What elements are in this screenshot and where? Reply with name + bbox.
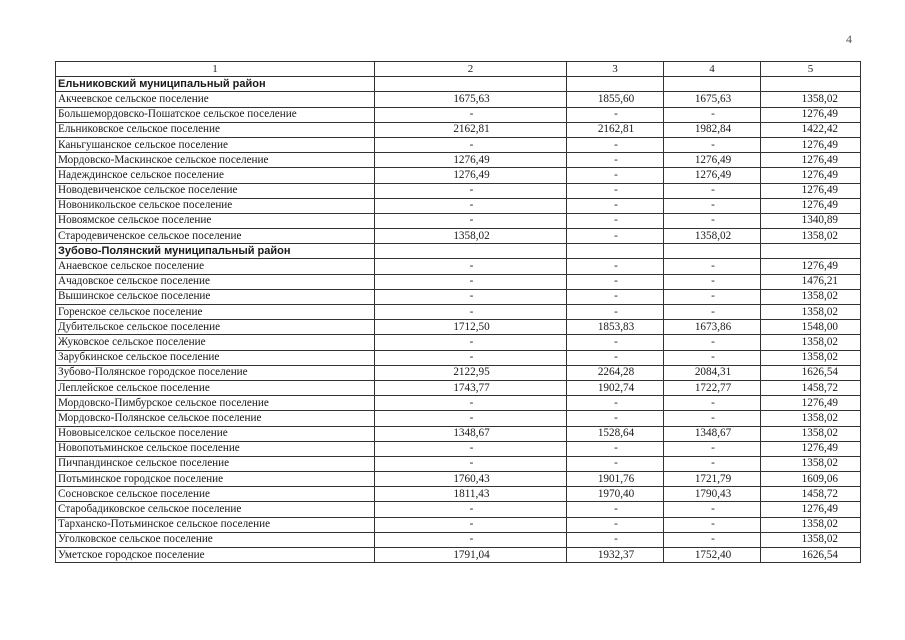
- value-cell-col4: -: [664, 441, 761, 456]
- value-cell-col3: -: [567, 137, 664, 152]
- table-row: [56, 350, 861, 365]
- settlement-name-cell: Надеждинское сельское поселение: [56, 168, 375, 183]
- settlement-name-cell: Сосновское сельское поселение: [56, 487, 375, 502]
- table-row: [56, 335, 861, 350]
- value-cell-col4: -: [664, 411, 761, 426]
- settlement-name-cell: Каньгушанское сельское поселение: [56, 137, 375, 152]
- value-cell-col5: 1358,02: [761, 305, 861, 320]
- value-cell-col5: 1276,49: [761, 183, 861, 198]
- value-cell-col2: 1811,43: [375, 487, 567, 502]
- column-header: 2: [375, 62, 567, 77]
- value-cell-col5: 1626,54: [761, 365, 861, 380]
- value-cell-col3: -: [567, 335, 664, 350]
- value-cell-col4: 1276,49: [664, 168, 761, 183]
- value-cell-col3: -: [567, 441, 664, 456]
- value-cell-col3: [567, 244, 664, 259]
- value-cell-col2: -: [375, 137, 567, 152]
- value-cell-col4: -: [664, 350, 761, 365]
- value-cell-col3: -: [567, 502, 664, 517]
- value-cell-col3: 2264,28: [567, 365, 664, 380]
- value-cell-col5: 1422,42: [761, 122, 861, 137]
- value-cell-col3: -: [567, 517, 664, 532]
- table-row: [56, 92, 861, 107]
- table-row: [56, 168, 861, 183]
- value-cell-col5: 1358,02: [761, 411, 861, 426]
- settlement-name-cell: Акчеевское сельское поселение: [56, 92, 375, 107]
- value-cell-col2: -: [375, 456, 567, 471]
- table-row: [56, 426, 861, 441]
- value-cell-col3: -: [567, 456, 664, 471]
- value-cell-col3: -: [567, 168, 664, 183]
- value-cell-col3: 2162,81: [567, 122, 664, 137]
- value-cell-col4: 2084,31: [664, 365, 761, 380]
- value-cell-col3: 1853,83: [567, 320, 664, 335]
- value-cell-col4: 1348,67: [664, 426, 761, 441]
- value-cell-col2: -: [375, 259, 567, 274]
- settlement-name-cell: Старобадиковское сельское поселение: [56, 502, 375, 517]
- settlement-name-cell: Горенское сельское поселение: [56, 305, 375, 320]
- value-cell-col4: 1752,40: [664, 548, 761, 563]
- value-cell-col2: 1712,50: [375, 320, 567, 335]
- table-row: [56, 365, 861, 380]
- value-cell-col2: -: [375, 396, 567, 411]
- value-cell-col2: [375, 244, 567, 259]
- value-cell-col3: -: [567, 305, 664, 320]
- value-cell-col2: -: [375, 350, 567, 365]
- value-cell-col4: [664, 77, 761, 92]
- value-cell-col5: 1626,54: [761, 548, 861, 563]
- value-cell-col5: 1609,06: [761, 472, 861, 487]
- table-row: [56, 548, 861, 563]
- page-number: 4: [846, 32, 852, 46]
- value-cell-col5: 1358,02: [761, 532, 861, 547]
- table-row: [56, 396, 861, 411]
- settlement-name-cell: Новопотьминское сельское поселение: [56, 441, 375, 456]
- table-row: [56, 305, 861, 320]
- tariff-table: [55, 61, 861, 563]
- value-cell-col5: 1358,02: [761, 350, 861, 365]
- column-header: 5: [761, 62, 861, 77]
- table-header-row: [56, 62, 861, 77]
- table-row: [56, 198, 861, 213]
- value-cell-col5: 1276,49: [761, 259, 861, 274]
- settlement-name-cell: Новодевиченское сельское поселение: [56, 183, 375, 198]
- value-cell-col5: 1358,02: [761, 456, 861, 471]
- table-row: [56, 107, 861, 122]
- value-cell-col4: 1675,63: [664, 92, 761, 107]
- value-cell-col4: -: [664, 213, 761, 228]
- settlement-name-cell: Потьминское городское поселение: [56, 472, 375, 487]
- table-row: [56, 441, 861, 456]
- value-cell-col3: [567, 77, 664, 92]
- settlement-name-cell: Зубово-Полянское городское поселение: [56, 365, 375, 380]
- table-row: [56, 456, 861, 471]
- value-cell-col5: [761, 244, 861, 259]
- value-cell-col5: 1276,49: [761, 168, 861, 183]
- value-cell-col3: -: [567, 289, 664, 304]
- value-cell-col5: 1458,72: [761, 380, 861, 395]
- value-cell-col2: -: [375, 441, 567, 456]
- table-row: [56, 320, 861, 335]
- value-cell-col3: -: [567, 183, 664, 198]
- value-cell-col2: -: [375, 411, 567, 426]
- value-cell-col3: -: [567, 532, 664, 547]
- value-cell-col3: 1902,74: [567, 380, 664, 395]
- column-header: 3: [567, 62, 664, 77]
- value-cell-col5: 1276,49: [761, 502, 861, 517]
- value-cell-col4: -: [664, 274, 761, 289]
- table-row: [56, 274, 861, 289]
- value-cell-col2: -: [375, 289, 567, 304]
- value-cell-col2: 1276,49: [375, 153, 567, 168]
- value-cell-col2: 1760,43: [375, 472, 567, 487]
- value-cell-col3: 1528,64: [567, 426, 664, 441]
- value-cell-col4: -: [664, 532, 761, 547]
- value-cell-col5: 1340,89: [761, 213, 861, 228]
- value-cell-col5: [761, 77, 861, 92]
- settlement-name-cell: Большемордовско-Пошатское сельское поселение: [56, 107, 375, 122]
- settlement-name-cell: Нововыселское сельское поселение: [56, 426, 375, 441]
- table-row: [56, 137, 861, 152]
- value-cell-col3: -: [567, 229, 664, 244]
- district-section-row: [56, 77, 861, 92]
- value-cell-col4: -: [664, 517, 761, 532]
- settlement-name-cell: Жуковское сельское поселение: [56, 335, 375, 350]
- table-row: [56, 259, 861, 274]
- district-section-row: [56, 244, 861, 259]
- value-cell-col3: 1855,60: [567, 92, 664, 107]
- value-cell-col3: 1901,76: [567, 472, 664, 487]
- table-row: [56, 213, 861, 228]
- value-cell-col2: 2162,81: [375, 122, 567, 137]
- value-cell-col5: 1276,49: [761, 107, 861, 122]
- value-cell-col3: -: [567, 259, 664, 274]
- value-cell-col4: -: [664, 396, 761, 411]
- table-row: [56, 532, 861, 547]
- value-cell-col2: 1348,67: [375, 426, 567, 441]
- value-cell-col5: 1276,49: [761, 396, 861, 411]
- settlement-name-cell: Зарубкинское сельское поселение: [56, 350, 375, 365]
- value-cell-col5: 1358,02: [761, 426, 861, 441]
- value-cell-col4: 1790,43: [664, 487, 761, 502]
- value-cell-col2: -: [375, 517, 567, 532]
- settlement-name-cell: Анаевское сельское поселение: [56, 259, 375, 274]
- table-row: [56, 472, 861, 487]
- settlement-name-cell: Уметское городское поселение: [56, 548, 375, 563]
- value-cell-col5: 1358,02: [761, 335, 861, 350]
- value-cell-col2: 1675,63: [375, 92, 567, 107]
- settlement-name-cell: Ельниковское сельское поселение: [56, 122, 375, 137]
- value-cell-col5: 1358,02: [761, 289, 861, 304]
- value-cell-col3: 1932,37: [567, 548, 664, 563]
- value-cell-col4: [664, 244, 761, 259]
- value-cell-col5: 1358,02: [761, 229, 861, 244]
- value-cell-col3: -: [567, 153, 664, 168]
- value-cell-col2: 1276,49: [375, 168, 567, 183]
- district-name-cell: Ельниковский муниципальный район: [56, 77, 375, 92]
- table-row: [56, 183, 861, 198]
- table-row: [56, 517, 861, 532]
- column-header: 4: [664, 62, 761, 77]
- value-cell-col2: -: [375, 274, 567, 289]
- value-cell-col5: 1458,72: [761, 487, 861, 502]
- value-cell-col2: [375, 77, 567, 92]
- value-cell-col2: -: [375, 532, 567, 547]
- table-row: [56, 487, 861, 502]
- value-cell-col3: -: [567, 396, 664, 411]
- value-cell-col4: -: [664, 259, 761, 274]
- settlement-name-cell: Мордовско-Маскинское сельское поселение: [56, 153, 375, 168]
- value-cell-col5: 1476,21: [761, 274, 861, 289]
- settlement-name-cell: Уголковское сельское поселение: [56, 532, 375, 547]
- value-cell-col4: -: [664, 502, 761, 517]
- value-cell-col5: 1276,49: [761, 441, 861, 456]
- settlement-name-cell: Новоникольское сельское поселение: [56, 198, 375, 213]
- value-cell-col4: -: [664, 137, 761, 152]
- value-cell-col2: 1358,02: [375, 229, 567, 244]
- settlement-name-cell: Мордовско-Полянское сельское поселение: [56, 411, 375, 426]
- settlement-name-cell: Тарханско-Потьминское сельское поселение: [56, 517, 375, 532]
- settlement-name-cell: Новоямское сельское поселение: [56, 213, 375, 228]
- value-cell-col3: -: [567, 107, 664, 122]
- value-cell-col5: 1276,49: [761, 153, 861, 168]
- settlement-name-cell: Дубительское сельское поселение: [56, 320, 375, 335]
- value-cell-col2: -: [375, 305, 567, 320]
- value-cell-col4: 1722,77: [664, 380, 761, 395]
- table-row: [56, 380, 861, 395]
- value-cell-col2: -: [375, 335, 567, 350]
- value-cell-col3: -: [567, 411, 664, 426]
- table-row: [56, 289, 861, 304]
- value-cell-col2: -: [375, 502, 567, 517]
- value-cell-col2: 1743,77: [375, 380, 567, 395]
- value-cell-col4: -: [664, 107, 761, 122]
- value-cell-col2: -: [375, 183, 567, 198]
- table-row: [56, 229, 861, 244]
- value-cell-col5: 1548,00: [761, 320, 861, 335]
- table-row: [56, 153, 861, 168]
- settlement-name-cell: Леплейское сельское поселение: [56, 380, 375, 395]
- value-cell-col4: 1982,84: [664, 122, 761, 137]
- settlement-name-cell: Ачадовское сельское поселение: [56, 274, 375, 289]
- value-cell-col4: -: [664, 335, 761, 350]
- table-row: [56, 502, 861, 517]
- value-cell-col4: -: [664, 289, 761, 304]
- district-name-cell: Зубово-Полянский муниципальный район: [56, 244, 375, 259]
- value-cell-col2: -: [375, 107, 567, 122]
- settlement-name-cell: Мордовско-Пимбурское сельское поселение: [56, 396, 375, 411]
- value-cell-col3: -: [567, 198, 664, 213]
- value-cell-col2: 2122,95: [375, 365, 567, 380]
- settlement-name-cell: Пичпандинское сельское поселение: [56, 456, 375, 471]
- table-row: [56, 122, 861, 137]
- value-cell-col2: -: [375, 213, 567, 228]
- value-cell-col5: 1276,49: [761, 198, 861, 213]
- value-cell-col3: -: [567, 213, 664, 228]
- value-cell-col5: 1358,02: [761, 92, 861, 107]
- value-cell-col4: 1721,79: [664, 472, 761, 487]
- settlement-name-cell: Стародевиченское сельское поселение: [56, 229, 375, 244]
- value-cell-col5: 1276,49: [761, 137, 861, 152]
- value-cell-col3: -: [567, 350, 664, 365]
- value-cell-col4: -: [664, 305, 761, 320]
- table-row: [56, 411, 861, 426]
- value-cell-col5: 1358,02: [761, 517, 861, 532]
- column-header: 1: [56, 62, 375, 77]
- value-cell-col4: 1673,86: [664, 320, 761, 335]
- value-cell-col4: -: [664, 456, 761, 471]
- value-cell-col4: 1276,49: [664, 153, 761, 168]
- value-cell-col2: 1791,04: [375, 548, 567, 563]
- value-cell-col4: -: [664, 183, 761, 198]
- value-cell-col4: -: [664, 198, 761, 213]
- value-cell-col4: 1358,02: [664, 229, 761, 244]
- value-cell-col3: -: [567, 274, 664, 289]
- settlement-name-cell: Вышинское сельское поселение: [56, 289, 375, 304]
- value-cell-col2: -: [375, 198, 567, 213]
- value-cell-col3: 1970,40: [567, 487, 664, 502]
